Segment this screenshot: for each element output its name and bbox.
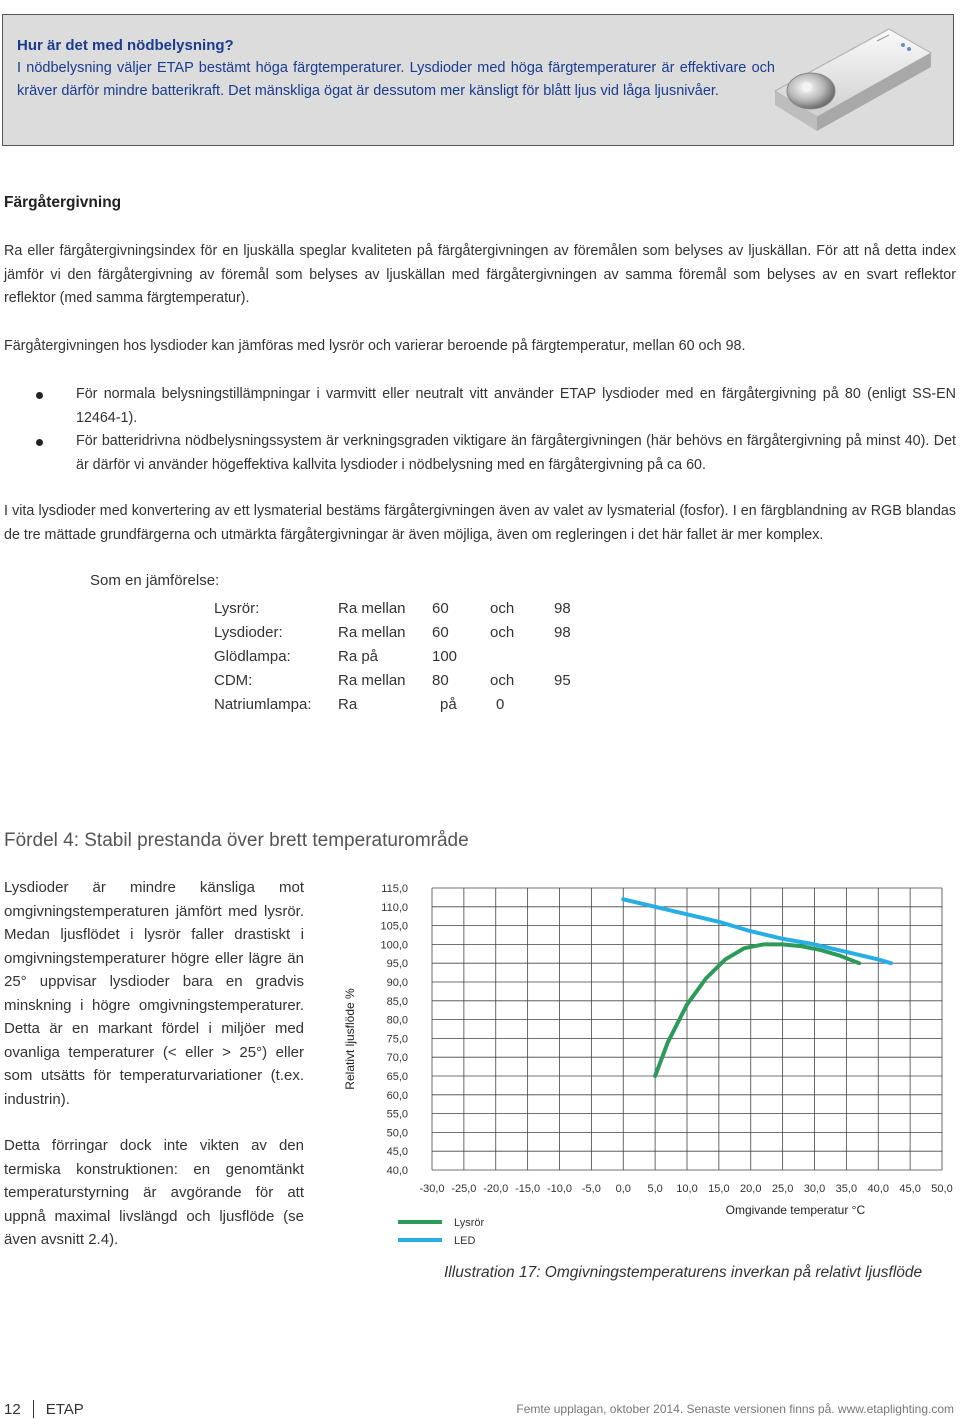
y-tick-label: 110,0 <box>381 901 408 914</box>
x-tick-label: 30,0 <box>803 1183 826 1195</box>
x-tick-label: 15,0 <box>708 1183 730 1195</box>
legend-label: Lysrör <box>454 1217 485 1229</box>
x-tick-label: -15,0 <box>515 1183 541 1195</box>
side-text <box>4 876 304 1275</box>
table-cell: Ra på <box>338 647 379 665</box>
y-tick-label: 65,0 <box>386 1071 408 1083</box>
side-paragraph: Detta förringar dock inte vikten av den termiska konstruktionen: en genomtänkt temperaturstyrning är avgörande för att uppnå maximal livslängd och ljusflöde (se även avsnitt 2.4). <box>4 1137 304 1248</box>
table-cell: 60 <box>432 623 449 641</box>
table-cell: Lysrör: <box>214 599 260 617</box>
paragraph-phosphor: I vita lysdioder med konvertering av ett lysmaterial bestäms färgåtergivningen även av valet av lysmaterial (fosfor). I en färgblandning av RGB blandas de tre mättade grundfärgerna och utmärkta färgåtergivningar är även möjliga, även om regleringen i det här fallet är mer komplex. <box>4 503 956 543</box>
table-row <box>214 668 594 692</box>
legend-label: LED <box>454 1235 476 1247</box>
y-tick-label: 50,0 <box>386 1127 408 1140</box>
series-line-led <box>623 899 891 963</box>
table-cell: Ra <box>338 695 358 713</box>
x-tick-label: -10,0 <box>546 1183 573 1195</box>
y-tick-label: 75,0 <box>386 1033 408 1046</box>
list-item <box>4 430 956 477</box>
x-tick-label: 5,0 <box>647 1183 663 1195</box>
table-row <box>214 620 594 644</box>
advantage-title: Fördel 4: Stabil prestanda över brett temperaturområde <box>4 830 469 851</box>
x-tick-label: -30,0 <box>419 1183 445 1195</box>
section-title: Färgåtergivning <box>4 194 122 211</box>
x-tick-label: 10,0 <box>676 1183 698 1195</box>
y-tick-label: 115,0 <box>381 883 408 895</box>
table-cell: 100 <box>432 647 458 665</box>
y-tick-label: 60,0 <box>386 1089 408 1102</box>
luminous-flux-chart <box>332 874 960 1254</box>
page-number: 12 <box>4 1401 21 1418</box>
bullet-icon <box>36 392 43 399</box>
table-cell: CDM: <box>214 671 253 689</box>
table-cell: Glödlampa: <box>214 647 291 665</box>
comparison-table <box>214 596 594 716</box>
list-item-text: För batteridrivna nödbelysningssystem är verkningsgraden viktigare än färgåtergivningen (här behövs en färgåtergivning på minst 40). Det är därför vi använder högeffektiva kallvita lysdioder i nödbelysning med en färgåtergivning på ca 60. <box>76 433 956 473</box>
y-tick-label: 80,0 <box>386 1014 408 1027</box>
x-tick-label: 25,0 <box>771 1183 794 1195</box>
x-tick-label: 40,0 <box>867 1183 889 1195</box>
y-tick-label: 85,0 <box>386 995 408 1008</box>
table-cell: 60 <box>432 599 449 617</box>
x-tick-label: -20,0 <box>483 1183 509 1195</box>
footer-edition: Femte upplagan, oktober 2014. Senaste versionen finns på. www.etaplighting.com <box>516 1402 954 1416</box>
emergency-light-image <box>769 21 937 141</box>
list-item <box>4 383 956 430</box>
figure-caption: Illustration 17: Omgivningstemperaturens inverkan på relativt ljusflöde <box>444 1264 923 1281</box>
table-cell: 98 <box>554 623 571 641</box>
table-cell <box>554 692 594 716</box>
table-cell: och <box>490 599 515 617</box>
table-cell: Natriumlampa: <box>214 695 312 713</box>
paragraph-ra-intro: Ra eller färgåtergivningsindex för en ljuskälla speglar kvaliteten på färgåtergivningen av föremålen som belyses av ljuskällan. För att nå detta index jämför vi den färgåtergivning av föremål som belyses av ljuskällan med färgåtergivningen av samma föremål som belyses av en svart reflektor reflektor (med samma färgtemperatur). <box>4 243 956 306</box>
info-callout <box>2 14 954 146</box>
x-tick-label: 35,0 <box>835 1183 858 1195</box>
side-paragraph: Lysdioder är mindre känsliga mot omgivningstemperaturen jämfört med lysrör. Medan ljusflödet i lysrör faller drastiskt i omgivningstemperaturer högre eller lägre än 25° uppvisar lysdioder bara en gradvis minskning i högre omgivningstemperaturer. Detta är en markant fördel i miljöer med ovanliga temperaturer (< eller > 25°) eller som utsätts för temperaturvariationer (t.ex. industrin). <box>4 879 304 1108</box>
comparison-intro: Som en jämförelse: <box>90 572 220 589</box>
table-row <box>214 644 594 668</box>
table-cell: 98 <box>554 599 571 617</box>
bullet-icon <box>36 439 43 446</box>
x-tick-label: 45,0 <box>899 1183 921 1195</box>
series-line-lysrör <box>655 944 859 1076</box>
table-row <box>214 692 594 716</box>
y-tick-label: 45,0 <box>386 1146 408 1159</box>
x-tick-label: 20,0 <box>740 1183 762 1195</box>
callout-text: I nödbelysning väljer ETAP bestämt höga färgtemperaturer. Lysdioder med höga färgtemperaturer är effektivare och kräver därför mindre batterikraft. Det mänskliga ögat är dessutom mer känsligt för blått ljus vid låga ljusnivåer. <box>17 60 775 99</box>
footer-page <box>4 1400 84 1418</box>
table-cell <box>490 644 554 668</box>
table-cell: Ra mellan <box>338 671 406 689</box>
list-item-text: För normala belysningstillämpningar i varmvitt eller neutralt vitt använder ETAP lysdioder med en färgåtergivning på 80 (enligt SS-EN 12464-1). <box>76 386 956 426</box>
y-tick-label: 95,0 <box>386 958 408 971</box>
footer-divider <box>33 1400 34 1418</box>
x-tick-label: -25,0 <box>451 1183 477 1195</box>
footer-brand: ETAP <box>45 1401 84 1418</box>
x-tick-label: 50,0 <box>931 1183 953 1195</box>
y-tick-label: 70,0 <box>386 1052 408 1065</box>
table-cell: och <box>490 671 515 689</box>
table-cell: på <box>440 695 457 713</box>
table-cell: Ra mellan <box>338 623 406 641</box>
x-axis-label: Omgivande temperatur °C <box>725 1203 866 1217</box>
bullet-list <box>4 383 956 477</box>
table-cell: och <box>490 623 515 641</box>
callout-title: Hur är det med nödbelysning? <box>17 37 234 54</box>
x-tick-label: 0,0 <box>615 1183 631 1195</box>
table-cell: 0 <box>496 695 505 713</box>
paragraph-led-comparison: Färgåtergivningen hos lysdioder kan jämföras med lysrör och varierar beroende på färgtemperatur, mellan 60 och 98. <box>4 338 746 354</box>
y-tick-label: 100,0 <box>380 939 408 952</box>
x-tick-label: -5,0 <box>581 1183 601 1195</box>
table-row <box>214 596 594 620</box>
table-cell: Ra mellan <box>338 599 406 617</box>
table-cell: 80 <box>432 671 449 689</box>
y-tick-label: 40,0 <box>386 1165 408 1177</box>
y-tick-label: 55,0 <box>386 1108 408 1121</box>
y-axis-label: Relativt ljusflöde % <box>343 988 357 1090</box>
y-tick-label: 105,0 <box>380 920 408 933</box>
table-cell: Lysdioder: <box>214 623 283 641</box>
table-cell <box>554 644 594 668</box>
table-cell: 95 <box>554 671 571 689</box>
y-tick-label: 90,0 <box>386 977 408 989</box>
